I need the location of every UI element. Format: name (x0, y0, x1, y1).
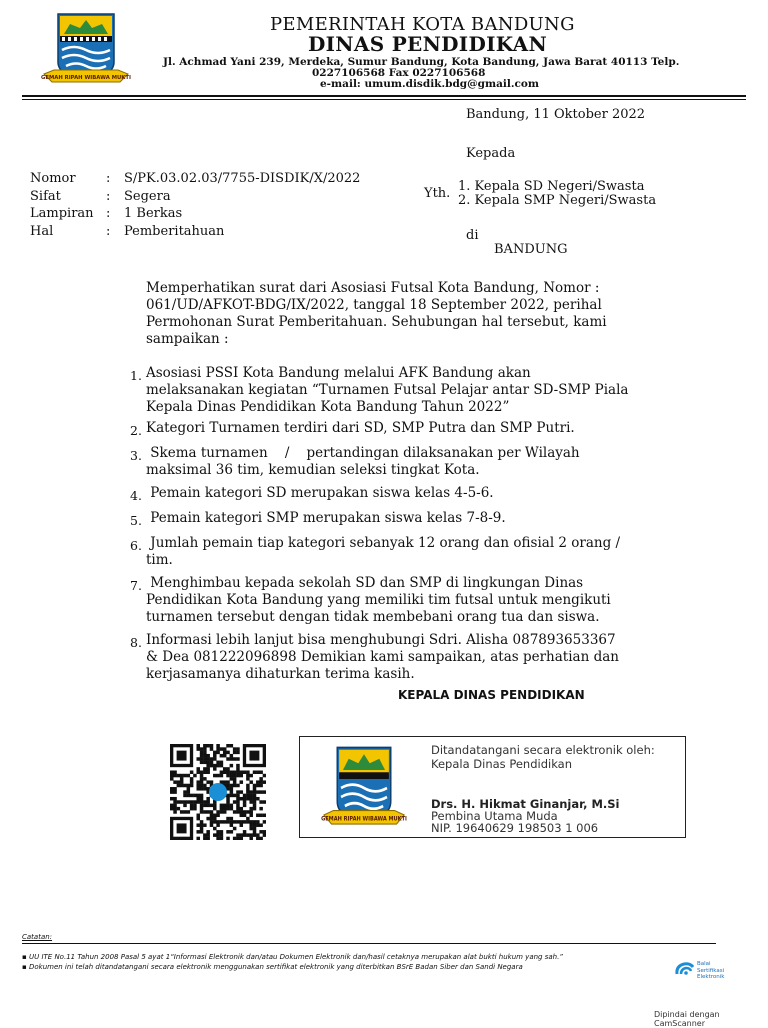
recipient-item-text: Kepala SD Negeri/Swasta (474, 179, 645, 194)
meta-separator: : (106, 171, 111, 186)
meta-value: Segera (124, 188, 171, 204)
qr-code (170, 744, 266, 840)
list-item (130, 485, 678, 504)
e-signature-box (299, 736, 686, 838)
signer-nip: NIP. 19640629 198503 1 006 (431, 821, 599, 835)
meta-row (30, 205, 360, 223)
header-agency: DINAS PENDIDIKAN (308, 32, 548, 56)
signer-rank: Pembina Utama Muda (431, 809, 558, 823)
list-item (130, 420, 678, 439)
list-item-number: 6. (130, 538, 142, 553)
list-item-line: Asosiasi PSSI Kota Bandung melalui AFK Bandung akan (146, 365, 531, 381)
footer-note-text: Dokumen ini telah ditandatangani secara elektronik menggunakan sertifikat elektronik yang diterbitkan BSrE Badan Siber dan Sandi Negara (28, 963, 523, 971)
bsre-line: Sertifikasi (697, 967, 725, 974)
points-list (130, 365, 678, 683)
recipient-item (458, 193, 656, 208)
list-item-line: & Dea 081222096898 Demikian kami sampaikan, atas perhatian dan (146, 649, 619, 665)
header-phone: 0227106568 Fax 0227106568 (312, 67, 486, 79)
bullet-icon: ▪ (22, 953, 27, 961)
list-item (130, 365, 678, 416)
header-government: PEMERINTAH KOTA BANDUNG (270, 14, 575, 35)
meta-row (30, 170, 360, 188)
recipient-di: di (466, 228, 479, 243)
city-logo (320, 743, 408, 833)
list-item-line: Jumlah pemain tiap kategori sebanyak 12 orang dan ofisial 2 orang / (146, 535, 621, 551)
list-item-number: 3. (130, 448, 142, 463)
header-rule-thin (22, 99, 746, 100)
meta-value: 1 Berkas (124, 206, 183, 221)
meta-label: Lampiran (30, 206, 94, 221)
recipient-item-text: Kepala SMP Negeri/Swasta (474, 193, 657, 208)
list-item-number: 1. (130, 368, 142, 383)
recipient-yth: Yth. (424, 186, 451, 201)
intro-paragraph (146, 280, 676, 348)
list-item-text (146, 420, 575, 439)
intro-line: sampaikan : (146, 331, 229, 347)
intro-line: Permohonan Surat Pemberitahuan. Sehubungan hal tersebut, kami (146, 314, 607, 330)
list-item-number: 5. (130, 513, 142, 528)
bsre-line: Elektronik (697, 974, 725, 980)
logo-ribbon-text: GEMAH RIPAH WIBAWA MUKTI (321, 816, 407, 823)
bsre-logo-icon (674, 960, 696, 978)
list-item-line: Skema turnamen / pertandingan dilaksanakan per Wilayah (146, 445, 580, 461)
recipient-city: BANDUNG (494, 242, 568, 257)
meta-separator: : (106, 223, 111, 239)
bsre-line: Balai (697, 961, 711, 967)
list-item-text (146, 632, 619, 683)
meta-label: Nomor (30, 171, 76, 186)
recipient-item-number: 1. (458, 179, 471, 194)
bsre-label (697, 961, 724, 981)
meta-row (30, 188, 360, 206)
list-item-text (146, 510, 506, 529)
list-item-line: Informasi lebih lanjut bisa menghubungi Sdri. Alisha 087893653367 (146, 632, 616, 648)
list-item-number: 2. (130, 423, 142, 438)
list-item (130, 445, 678, 479)
meta-label: Sifat (30, 188, 61, 204)
list-item-line: maksimal 36 tim, kemudian seleksi tingkat Kota. (146, 462, 480, 478)
recipient-item-number: 2. (458, 193, 471, 208)
list-item-line: tim. (146, 552, 173, 568)
footer-note (22, 963, 523, 971)
header-rule-thick (22, 95, 746, 97)
meta-separator: : (106, 206, 111, 221)
list-item (130, 510, 678, 529)
intro-line: Memperhatikan surat dari Asosiasi Futsal Kota Bandung, Nomor : (146, 280, 600, 296)
bullet-icon: ▪ (22, 963, 27, 971)
header-address: Jl. Achmad Yani 239, Merdeka, Sumur Bandung, Kota Bandung, Jawa Barat 40113 Telp. (163, 56, 680, 68)
signer-name: Drs. H. Hikmat Ginanjar, M.Si (431, 797, 620, 811)
letter-date: Bandung, 11 Oktober 2022 (466, 107, 646, 122)
logo-ribbon-text: GEMAH RIPAH WIBAWA MUKTI (41, 75, 131, 81)
list-item (130, 575, 678, 626)
meta-value: Pemberitahuan (124, 223, 225, 239)
signed-by-label: Ditandatangani secara elektronik oleh: (431, 743, 655, 757)
list-item-number: 4. (130, 488, 142, 503)
meta-label: Hal (30, 223, 54, 239)
list-item-line: Pemain kategori SD merupakan siswa kelas 4-5-6. (146, 485, 494, 501)
signer-position: Kepala Dinas Pendidikan (431, 757, 572, 771)
list-item (130, 632, 678, 683)
list-item-line: Menghimbau kepada sekolah SD dan SMP di lingkungan Dinas (146, 575, 584, 591)
list-item-line: Kategori Turnamen terdiri dari SD, SMP Putra dan SMP Putri. (146, 420, 575, 436)
list-item-text (146, 485, 494, 504)
header-email: e-mail: umum.disdik.bdg@gmail.com (320, 78, 540, 90)
scanner-watermark: Dipindai dengan CamScanner (654, 1010, 720, 1028)
list-item-text (146, 365, 628, 416)
list-item-line: Pemain kategori SMP merupakan siswa kelas 7-8-9. (146, 510, 506, 526)
footer-catatan: Catatan: (22, 933, 53, 941)
list-item-number: 8. (130, 635, 142, 650)
list-item-line: Kepala Dinas Pendidikan Kota Bandung Tahun 2022” (146, 399, 510, 415)
recipient-item (458, 179, 644, 194)
footer-note (22, 953, 563, 961)
footer-rule (22, 943, 716, 944)
meta-row (30, 223, 360, 241)
city-logo (40, 10, 132, 90)
signature-title: KEPALA DINAS PENDIDIKAN (398, 688, 585, 702)
list-item-text (146, 535, 620, 569)
meta-separator: : (106, 188, 111, 204)
intro-line: 061/UD/AFKOT-BDG/IX/2022, tanggal 18 September 2022, perihal (146, 297, 602, 313)
list-item-text (146, 445, 580, 479)
recipient-kepada: Kepada (466, 146, 516, 161)
list-item-text (146, 575, 611, 626)
footer-note-text: UU ITE No.11 Tahun 2008 Pasal 5 ayat 1“Informasi Elektronik dan/atau Dokumen Elektronik dan/hasil cetaknya merupakan alat bukti hukum yang sah.” (28, 953, 563, 961)
list-item-line: melaksanakan kegiatan “Turnamen Futsal Pelajar antar SD-SMP Piala (146, 382, 629, 398)
letter-meta (30, 170, 360, 240)
meta-value: S/PK.03.02.03/7755-DISDIK/X/2022 (124, 171, 361, 186)
list-item-line: turnamen tersebut dengan tidak membebani orang tua dan siswa. (146, 609, 600, 625)
list-item-number: 7. (130, 578, 142, 593)
list-item-line: kerjasamanya dihaturkan terima kasih. (146, 666, 415, 682)
list-item-line: Pendidikan Kota Bandung yang memiliki tim futsal untuk mengikuti (146, 592, 611, 608)
list-item (130, 535, 678, 569)
